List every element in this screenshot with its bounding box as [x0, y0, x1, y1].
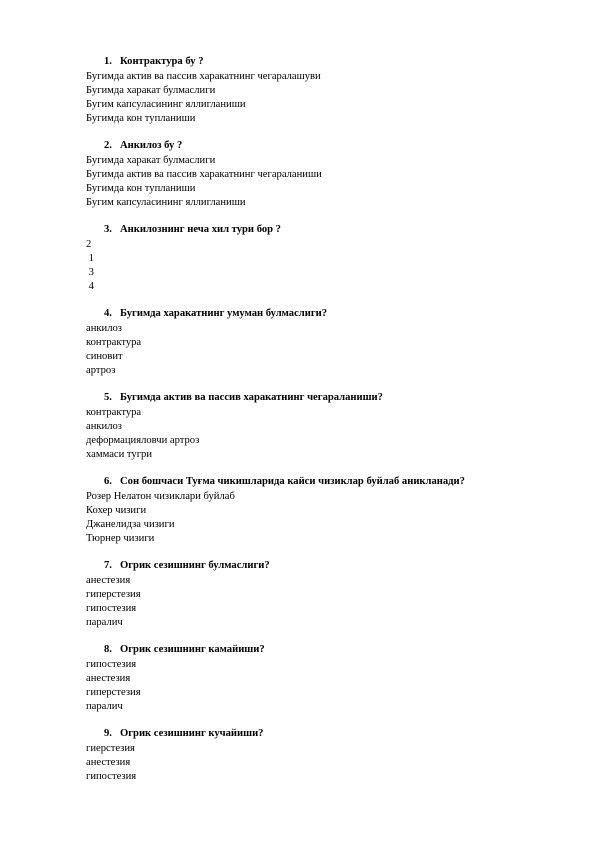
question-number: 3. [104, 224, 112, 235]
question-text: Бугимда актив ва пассив харакатнинг чегараланиши? [120, 392, 383, 403]
answer-option: гиперстезия [86, 589, 141, 600]
answer-option: 4 [86, 281, 94, 292]
question-title [86, 55, 556, 68]
question-title [86, 727, 556, 740]
answer-option: деформацияловчи артроз [86, 435, 200, 446]
question-block [86, 391, 556, 462]
answer-option: гиерстезия [86, 743, 135, 754]
answer-option: Бугимда кон тупланиши [86, 183, 196, 194]
answer-option: Бугимда кон тупланиши [86, 113, 196, 124]
question-block [86, 55, 556, 126]
question-number: 4. [104, 308, 112, 319]
question-block [86, 727, 556, 784]
question-text: Огрик сезишнинг камайиши? [120, 644, 265, 655]
answer-option: хаммаси тугри [86, 449, 153, 460]
answer-option: гипостезия [86, 771, 137, 782]
answer-option: анкилоз [86, 421, 122, 432]
answer-option: гипостезия [86, 659, 137, 670]
question-number: 5. [104, 392, 112, 403]
answer-option: паралич [86, 701, 123, 712]
question-title [86, 475, 556, 488]
question-text: Огрик сезишнинг кучайиши? [120, 728, 264, 739]
answer-option: контрактура [86, 407, 142, 418]
answer-option: гиперстезия [86, 687, 141, 698]
answer-option: 1 [86, 253, 94, 264]
question-title [86, 307, 556, 320]
answer-option: Бугимда харакат булмаслиги [86, 85, 216, 96]
answer-option: контрактура [86, 337, 142, 348]
question-text: Анкилоз бу ? [120, 140, 183, 151]
answer-option: Бугимда актив ва пассив харакатнинг чегаралашуви [86, 71, 321, 82]
answer-option: 3 [86, 267, 94, 278]
question-number: 2. [104, 140, 112, 151]
answer-option: анестезия [86, 575, 131, 586]
question-title [86, 559, 556, 572]
question-block [86, 475, 556, 546]
answer-option: анкилоз [86, 323, 122, 334]
question-text: Огрик сезишнинг булмаслиги? [120, 560, 270, 571]
answer-option: Кохер чизиги [86, 505, 147, 516]
answer-option: Бугим капсуласининг яллигланиши [86, 197, 246, 208]
answer-option: гипостезия [86, 603, 137, 614]
document-body [86, 55, 556, 784]
answer-option: Джанелидза чизиги [86, 519, 175, 530]
question-block [86, 139, 556, 210]
answer-option: артроз [86, 365, 116, 376]
answer-option: анестезия [86, 673, 131, 684]
question-number: 9. [104, 728, 112, 739]
answer-option: Бугимда актив ва пассив харакатнинг чегараланиши [86, 169, 322, 180]
question-block [86, 223, 556, 294]
question-number: 8. [104, 644, 112, 655]
question-block [86, 307, 556, 378]
question-text: Бугимда харакатнинг умуман булмаслиги? [120, 308, 328, 319]
question-block [86, 559, 556, 630]
answer-option: паралич [86, 617, 123, 628]
question-title [86, 223, 556, 236]
question-title [86, 391, 556, 404]
question-number: 7. [104, 560, 112, 571]
question-text: Контрактура бу ? [120, 56, 204, 67]
question-text: Сон бошчаси Туғма чикишларида кайси чизиклар буйлаб аникланади? [120, 476, 465, 487]
question-text: Анкилознинг неча хил тури бор ? [120, 224, 281, 235]
question-number: 1. [104, 56, 112, 67]
question-title [86, 139, 556, 152]
answer-option: синовит [86, 351, 123, 362]
question-title [86, 643, 556, 656]
answer-option: Тюрнер чизиги [86, 533, 155, 544]
answer-option: Бугимда харакат булмаслиги [86, 155, 216, 166]
answer-option: анестезия [86, 757, 131, 768]
question-number: 6. [104, 476, 112, 487]
answer-option: Розер Нелатон чизиклари буйлаб [86, 491, 235, 502]
answer-option: Бугим капсуласининг яллигланиши [86, 99, 246, 110]
answer-option: 2 [86, 239, 92, 250]
question-block [86, 643, 556, 714]
